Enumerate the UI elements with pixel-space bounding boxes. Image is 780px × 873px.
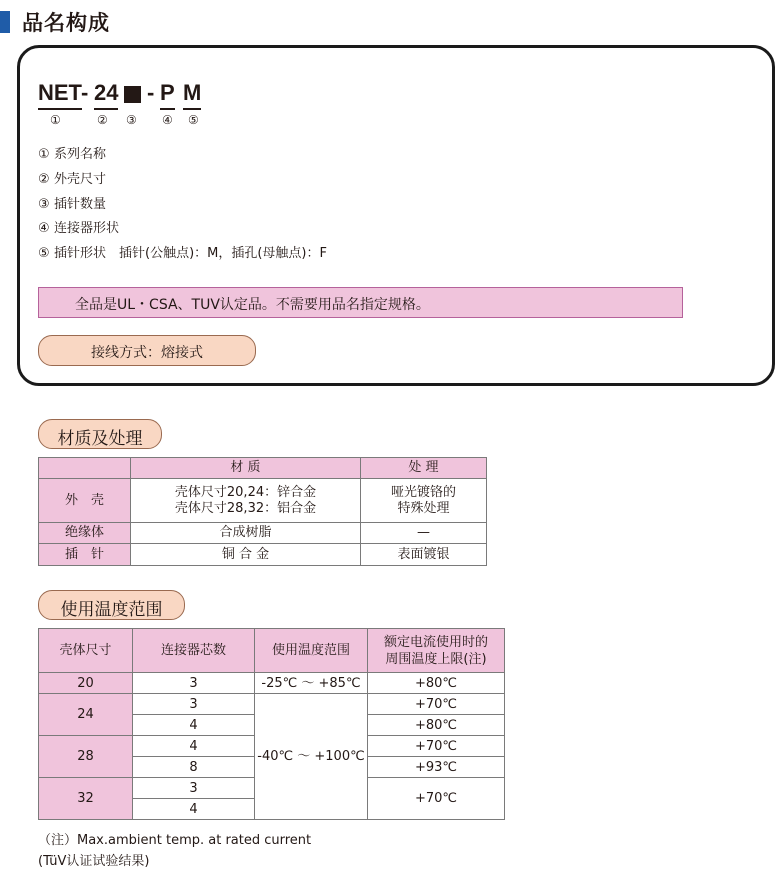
row-label: 绝缘体 [39,523,131,544]
material-cell: 铜 合 金 [131,544,361,566]
cores-cell: 4 [133,736,255,757]
pn-marker-2: ② [97,113,108,127]
row-label: 外 壳 [39,479,131,523]
cores-cell: 4 [133,799,255,820]
table-row [39,544,487,566]
table-header-cell: 材 质 [131,458,361,479]
size-cell: 28 [39,736,133,778]
desc-item: ② 外壳尺寸 [38,172,107,187]
cores-cell: 3 [133,778,255,799]
size-cell: 24 [39,694,133,736]
cores-cell: 4 [133,715,255,736]
desc-item: ③ 插针数量 [38,197,107,212]
table-header-cell [39,458,131,479]
desc-item: ⑤ 插针形状 插针(公触点)：M，插孔(母触点)：F [38,246,327,261]
pn-marker-1: ① [50,113,61,127]
table-header-row [39,458,487,479]
cores-cell: 3 [133,673,255,694]
table-row [39,479,487,523]
materials-table [38,457,487,566]
pn-size: 24 [94,80,118,110]
table-header-cell: 处 理 [361,458,487,479]
treatment-cell: — [361,523,487,544]
notice-bar: 全品是UL・CSA、TUV认定品。不需要用品名指定规格。 [38,287,683,318]
size-cell: 32 [39,778,133,820]
limit-cell: +70℃ [368,694,505,715]
section-marker [0,11,10,33]
table-header-row [39,629,505,673]
pn-dash-2: - [147,80,155,105]
desc-item: ④ 连接器形状 [38,221,120,236]
row-label: 插 针 [39,544,131,566]
table-header-cell: 壳体尺寸 [39,629,133,673]
pn-placeholder-box [124,86,141,103]
limit-cell: +93℃ [368,757,505,778]
limit-cell: +80℃ [368,715,505,736]
footnote: （注）Max.ambient temp. at rated current [38,833,312,848]
section-title: 品名构成 [22,11,110,35]
limit-cell: +70℃ [368,736,505,757]
pn-marker-5: ⑤ [188,113,199,127]
table-row [39,523,487,544]
size-cell: 20 [39,673,133,694]
footnote: (TüV认证试验结果) [38,854,150,869]
pn-dash-1: - [81,80,89,105]
table-header-cell: 额定电流使用时的 周围温度上限(注) [368,629,505,673]
desc-item: ① 系列名称 [38,147,107,162]
range-cell: -40℃ ～ +100℃ [255,694,368,820]
limit-cell: +70℃ [368,778,505,820]
cores-cell: 8 [133,757,255,778]
table-header-cell: 使用温度范围 [255,629,368,673]
material-cell: 合成树脂 [131,523,361,544]
table-row [39,673,505,694]
pn-marker-3: ③ [126,113,137,127]
table-header-cell: 连接器芯数 [133,629,255,673]
pn-pin: M [183,80,201,110]
pn-series: NET [38,80,82,110]
temperature-table [38,628,505,820]
cores-cell: 3 [133,694,255,715]
treatment-cell: 哑光镀铬的 特殊处理 [361,479,487,523]
wiring-label: 接线方式：熔接式 [38,335,256,366]
table-row [39,694,505,715]
material-cell: 壳体尺寸20,24：锌合金 壳体尺寸28,32：铝合金 [131,479,361,523]
range-cell: -25℃ ～ +85℃ [255,673,368,694]
materials-title: 材质及处理 [38,419,162,449]
pn-marker-4: ④ [162,113,173,127]
pn-shape: P [160,80,175,110]
limit-cell: +80℃ [368,673,505,694]
temperature-title: 使用温度范围 [38,590,185,620]
treatment-cell: 表面镀银 [361,544,487,566]
